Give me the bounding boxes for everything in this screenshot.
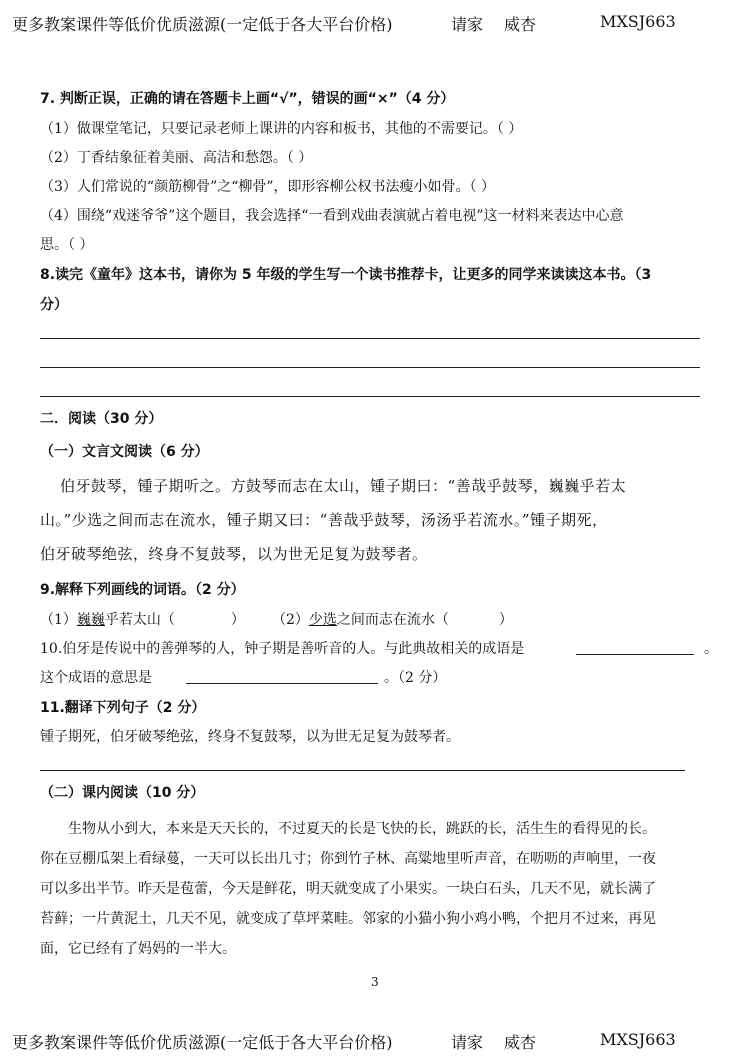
q9-item-2 (272, 609, 513, 629)
header-contact-1: 请家 (451, 15, 484, 34)
q10-idiom-blank[interactable] (576, 654, 694, 655)
header-contact-2: 威杏 (504, 15, 537, 34)
q9-item-2-close: ） (498, 612, 513, 628)
classical-text-line-3: 伯牙破琴绝弦，终身不复鼓琴，以为世无足复为鼓琴者。 (40, 545, 428, 563)
part2-title: （二）课内阅读（10 分） (40, 785, 205, 801)
footer-ad-text: 更多教案课件等低价优质滋源(一定低于各大平台价格) (12, 1033, 393, 1052)
q11-sentence: 锺子期死，伯牙破琴绝弦，终身不复鼓琴，以为世无足复为鼓琴者。 (40, 729, 460, 745)
part2-text-line-3: 可以多出半节。昨天是苞蕾，今天是鲜花，明天就变成了小果实。一块白石头，几天不见，就长满了 (40, 881, 656, 897)
q7-item-4-cont: 思。（ ） (40, 237, 94, 253)
q8-answer-line-3[interactable] (40, 396, 700, 397)
q9-item-2-underlined-word: 少选 (308, 612, 337, 628)
q10-line-2-start: 这个成语的意思是 (40, 670, 152, 686)
part2-text-line-2: 你在豆棚瓜架上看绿蔓，一天可以长出几寸；你到竹子林、高粱地里听声音，在呖呖的声响里，一夜 (40, 851, 656, 867)
q11-answer-line[interactable] (40, 770, 685, 771)
q7-item-4: （4）围绕“戏迷爷爷”这个题目，我会选择“一看到戏曲表演就占着电视”这一材料来表达中心意 (40, 208, 624, 224)
q9-item-2-prefix: （2） (272, 612, 309, 628)
footer-contact-1: 请家 (451, 1033, 484, 1052)
q9-item-1 (40, 609, 245, 629)
q10-line-2-end: 。（2 分） (384, 670, 447, 686)
footer-contact-2: 威杏 (504, 1033, 537, 1052)
q10-line-1: 10.伯牙是传说中的善弹琴的人，钟子期是善听音的人。与此典故相关的成语是 (40, 641, 525, 657)
footer-code: MXSJ663 (600, 1030, 676, 1049)
q7-item-3: （3）人们常说的“颜筋柳骨”之“柳骨”，即形容柳公权书法瘦小如骨。（ ） (40, 179, 495, 195)
q10-meaning-blank[interactable] (186, 683, 378, 684)
q7-title: 7. 判断正误，正确的请在答题卡上画“√”，错误的画“×”（4 分） (40, 91, 455, 107)
q10-line-1-end: 。 (704, 641, 718, 657)
q9-title: 9.解释下列画线的词语。（2 分） (40, 582, 245, 598)
q8-title-line2: 分） (40, 297, 68, 313)
header-code: MXSJ663 (600, 12, 676, 31)
q7-item-2: （2）丁香结象征着美丽、高洁和愁怨。（ ） (40, 150, 313, 166)
part1-title: （一）文言文阅读（6 分） (40, 444, 209, 460)
part2-text-line-5: 面，它已经有了妈妈的一半大。 (40, 941, 236, 957)
q9-item-2-rest: 之间而志在流水（ (336, 612, 449, 628)
q9-item-1-underlined-word: 巍巍 (76, 612, 105, 628)
q7-item-1: （1）做课堂笔记，只要记录老师上课讲的内容和板书，其他的不需要记。（ ） (40, 121, 523, 137)
q8-title-line1: 8.读完《童年》这本书，请你为 5 年级的学生写一个读书推荐卡，让更多的同学来读读这本书。（3 (40, 267, 652, 283)
q9-item-1-prefix: （1） (40, 612, 77, 628)
classical-text-line-2: 山。”少选之间而志在流水，锺子期又曰：“善哉乎鼓琴，汤汤乎若流水。”锺子期死， (40, 511, 608, 529)
q9-item-1-close: ） (230, 612, 245, 628)
part2-text-line-4: 苔藓；一片黄泥土，几天不见，就变成了草坪菜畦。邻家的小猫小狗小鸡小鸭，个把月不过来，再见 (40, 911, 656, 927)
section2-title: 二．阅读（30 分） (40, 411, 163, 427)
classical-text-line-1: 伯牙鼓琴，锺子期听之。方鼓琴而志在太山，锺子期曰：“善哉乎鼓琴，巍巍乎若太 (60, 477, 627, 495)
q11-title: 11.翻译下列句子（2 分） (40, 700, 206, 716)
q8-answer-line-1[interactable] (40, 338, 700, 339)
q9-item-1-rest: 乎若太山（ (104, 612, 175, 628)
header-ad-text: 更多教案课件等低价优质滋源(一定低于各大平台价格) (12, 15, 393, 34)
q8-answer-line-2[interactable] (40, 367, 700, 368)
page-number: 3 (371, 975, 379, 989)
part2-text-line-1: 生物从小到大，本来是天天长的，不过夏天的长是飞快的长，跳跃的长，活生生的看得见的长。 (68, 821, 656, 837)
